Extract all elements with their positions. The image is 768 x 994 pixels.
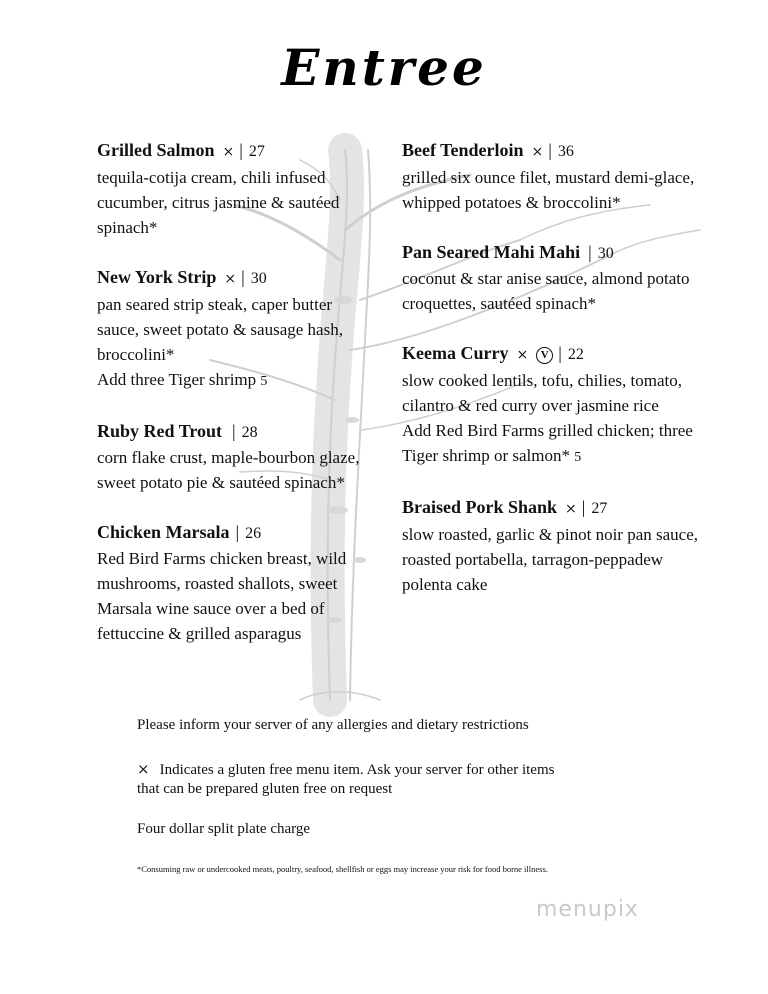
gluten-free-icon: ⨯: [516, 348, 529, 363]
item-name: Keema Curry: [402, 343, 509, 363]
gluten-free-icon: ⨯: [531, 145, 544, 160]
gluten-free-icon: ⨯: [565, 502, 577, 517]
item-description: grilled six ounce filet, mustard demi-glace, whipped potatoes & broccolini*: [402, 168, 695, 212]
menu-item: [97, 138, 375, 240]
gluten-free-icon: ⨯: [137, 762, 150, 778]
price-separator: |: [558, 343, 562, 363]
item-description: coconut & star anise sauce, almond potato croquettes, sautéed spinach*: [402, 269, 690, 313]
menu-item: [402, 341, 702, 470]
item-price: 30: [597, 245, 614, 262]
item-name: Chicken Marsala: [97, 522, 230, 542]
item-name: New York Strip: [97, 267, 217, 287]
menu-item: [97, 419, 375, 495]
item-price: 30: [250, 270, 267, 287]
gluten-free-icon: ⨯: [222, 145, 235, 160]
addon-price: 5: [260, 374, 268, 389]
menu-item: [97, 265, 375, 394]
split-plate-note: Four dollar split plate charge: [137, 821, 311, 837]
item-name: Pan Seared Mahi Mahi: [402, 242, 581, 262]
item-name: Braised Pork Shank: [402, 497, 558, 517]
item-name: Beef Tenderloin: [402, 140, 524, 160]
item-price: 22: [567, 346, 584, 363]
price-separator: |: [232, 421, 236, 441]
price-separator: |: [239, 140, 243, 160]
menu-item: [402, 240, 702, 316]
page-title: Entree: [281, 38, 487, 97]
item-price: 28: [241, 424, 258, 441]
addon-text: Add Red Bird Farms grilled chicken; three Tiger shrimp or salmon*: [402, 421, 693, 465]
item-addon: [402, 418, 702, 470]
item-description: corn flake crust, maple-bourbon glaze, sweet potato pie & sautéed spinach*: [97, 448, 360, 492]
vegetarian-icon: V: [536, 347, 553, 364]
price-separator: |: [241, 267, 245, 287]
item-name: Grilled Salmon: [97, 140, 215, 160]
item-description: Red Bird Farms chicken breast, wild mushrooms, roasted shallots, sweet Marsala wine sauce over a bed of fettuccine & grilled asparagus: [97, 549, 347, 643]
gluten-free-note: [137, 761, 554, 799]
left-menu-column: [97, 138, 375, 671]
item-price: 27: [248, 143, 265, 160]
consumer-advisory: *Consuming raw or undercooked meats, poultry, seafood, shellfish or eggs may increase your risk for food borne illness.: [137, 864, 548, 874]
item-description: slow cooked lentils, tofu, chilies, tomato, cilantro & red curry over jasmine rice: [402, 371, 682, 415]
price-separator: |: [581, 497, 586, 517]
gluten-free-note-line2: that can be prepared gluten free on request: [137, 781, 393, 797]
price-separator: |: [548, 140, 552, 160]
item-price: 27: [591, 500, 608, 517]
price-separator: |: [235, 522, 240, 542]
watermark: menupix: [536, 897, 639, 922]
gluten-free-note-line1: Indicates a gluten free menu item. Ask your server for other items: [159, 762, 555, 778]
menu-item: [402, 138, 702, 215]
menu-item: [97, 520, 375, 646]
item-description: tequila-cotija cream, chili infused cucumber, citrus jasmine & sautéed spinach*: [97, 168, 340, 237]
item-description: slow roasted, garlic & pinot noir pan sauce, roasted portabella, tarragon-peppadew polenta cake: [402, 525, 699, 594]
price-separator: |: [588, 242, 592, 262]
item-price: 36: [557, 143, 574, 160]
addon-price: 5: [574, 450, 582, 465]
item-name: Ruby Red Trout: [97, 421, 223, 441]
item-addon: [97, 367, 375, 394]
gluten-free-icon: ⨯: [224, 272, 237, 287]
menu-item: [402, 495, 702, 597]
addon-text: Add three Tiger shrimp: [97, 370, 257, 389]
right-menu-column: [402, 138, 702, 622]
allergy-note: Please inform your server of any allergies and dietary restrictions: [137, 717, 529, 733]
item-price: 26: [245, 525, 262, 542]
item-description: pan seared strip steak, caper butter sauce, sweet potato & sausage hash, broccolini*: [97, 295, 343, 364]
